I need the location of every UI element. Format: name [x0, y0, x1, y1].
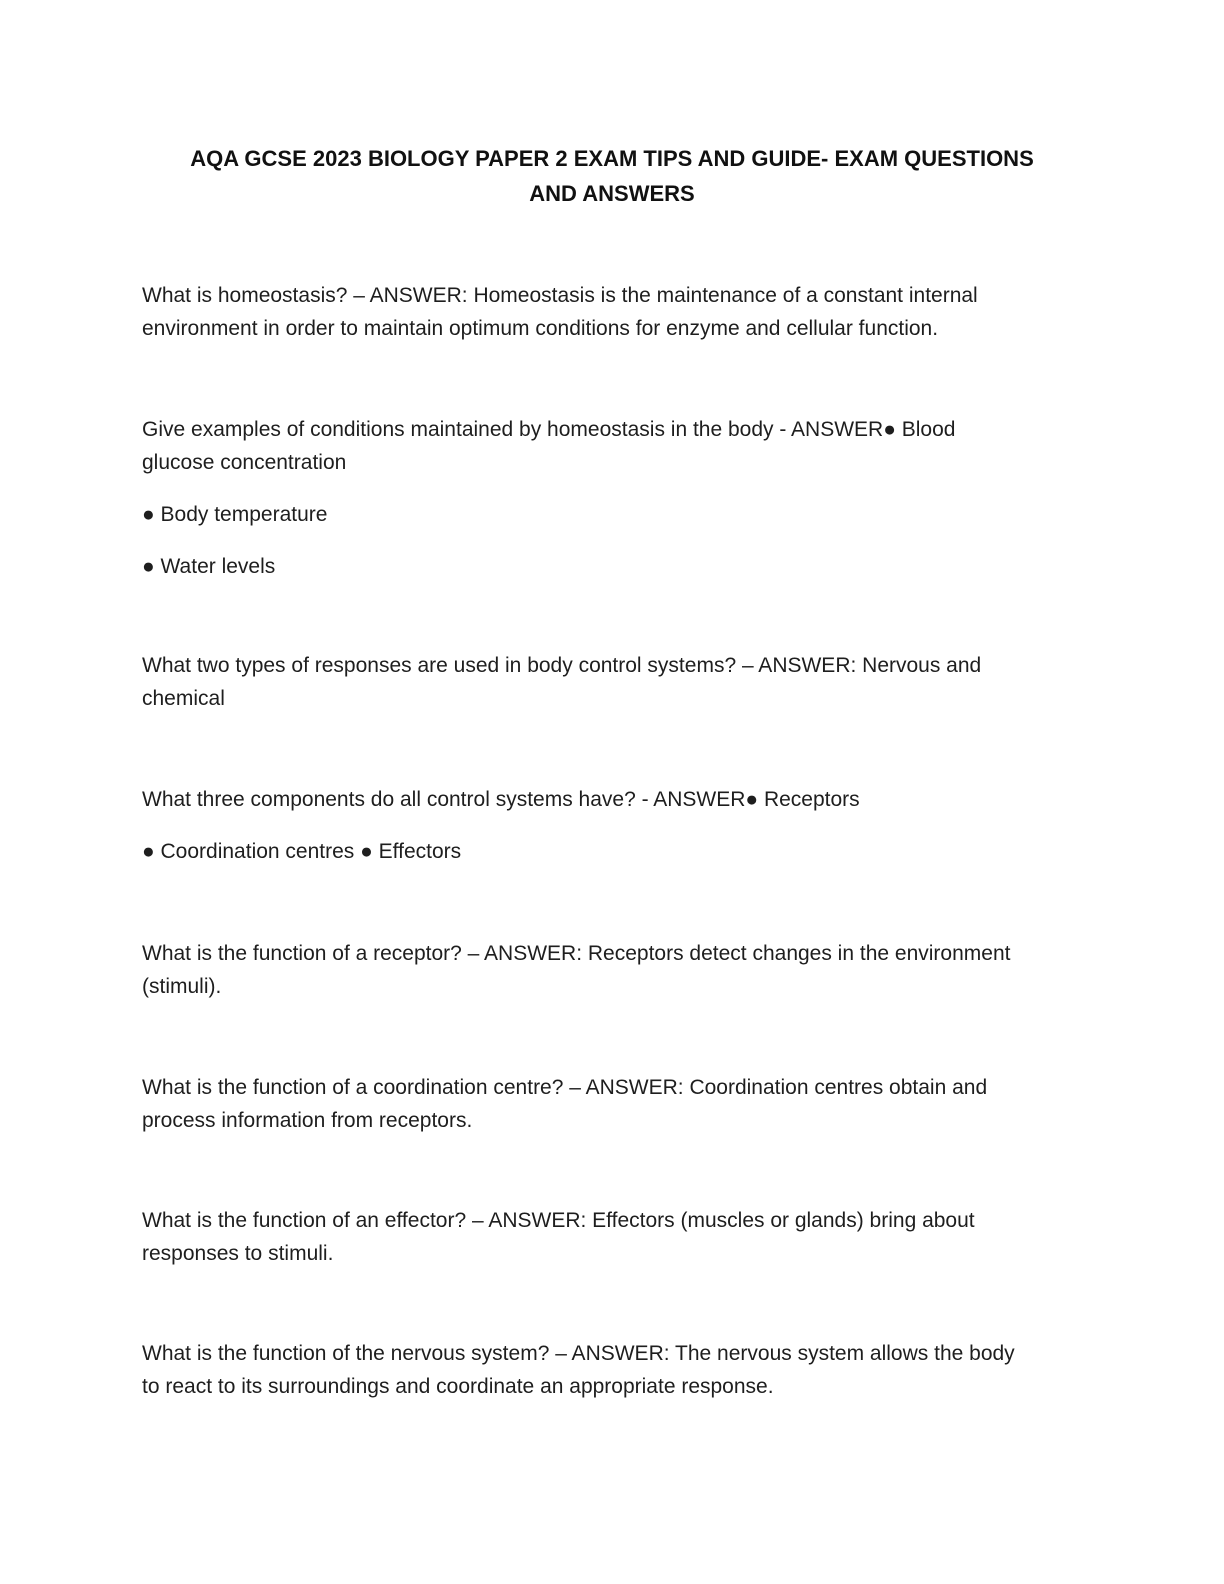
qa-item-homeostasis	[142, 279, 978, 345]
qa-line: What is homeostasis? – ANSWER: Homeostasis is the maintenance of a constant internal	[142, 284, 978, 307]
title-line-2: AND ANSWERS	[529, 181, 695, 206]
qa-line: (stimuli).	[142, 975, 222, 998]
bullet-item: ● Water levels	[142, 555, 276, 578]
qa-line: What is the function of a receptor? – ANSWER: Receptors detect changes in the environment	[142, 942, 1011, 965]
qa-item-coordination-centre	[142, 1071, 987, 1137]
qa-line: Give examples of conditions maintained by homeostasis in the body - ANSWER● Blood	[142, 418, 956, 441]
qa-line: to react to its surroundings and coordinate an appropriate response.	[142, 1375, 774, 1398]
qa-line: What is the function of a coordination centre? – ANSWER: Coordination centres obtain and	[142, 1076, 988, 1099]
qa-line: responses to stimuli.	[142, 1242, 334, 1265]
bullet-item: ● Body temperature	[142, 503, 328, 526]
qa-item-components	[142, 783, 860, 868]
qa-item-nervous-system	[142, 1337, 1015, 1403]
bullet-item: ● Coordination centres ● Effectors	[142, 840, 462, 863]
qa-line: chemical	[142, 687, 225, 710]
qa-line: What three components do all control systems have? - ANSWER● Receptors	[142, 788, 860, 811]
qa-line: What is the function of an effector? – ANSWER: Effectors (muscles or glands) bring about	[142, 1209, 975, 1232]
qa-item-receptor	[142, 937, 1010, 1003]
qa-line: What two types of responses are used in body control systems? – ANSWER: Nervous and	[142, 654, 982, 677]
qa-item-responses	[142, 649, 981, 715]
document-title	[0, 141, 1224, 211]
qa-item-effector	[142, 1204, 975, 1270]
qa-item-conditions	[142, 413, 955, 583]
qa-line: environment in order to maintain optimum conditions for enzyme and cellular function.	[142, 317, 939, 340]
qa-line: What is the function of the nervous system? – ANSWER: The nervous system allows the body	[142, 1342, 1015, 1365]
title-line-1: AQA GCSE 2023 BIOLOGY PAPER 2 EXAM TIPS AND GUIDE- EXAM QUESTIONS	[190, 146, 1034, 171]
qa-line: glucose concentration	[142, 451, 347, 474]
qa-line: process information from receptors.	[142, 1109, 473, 1132]
